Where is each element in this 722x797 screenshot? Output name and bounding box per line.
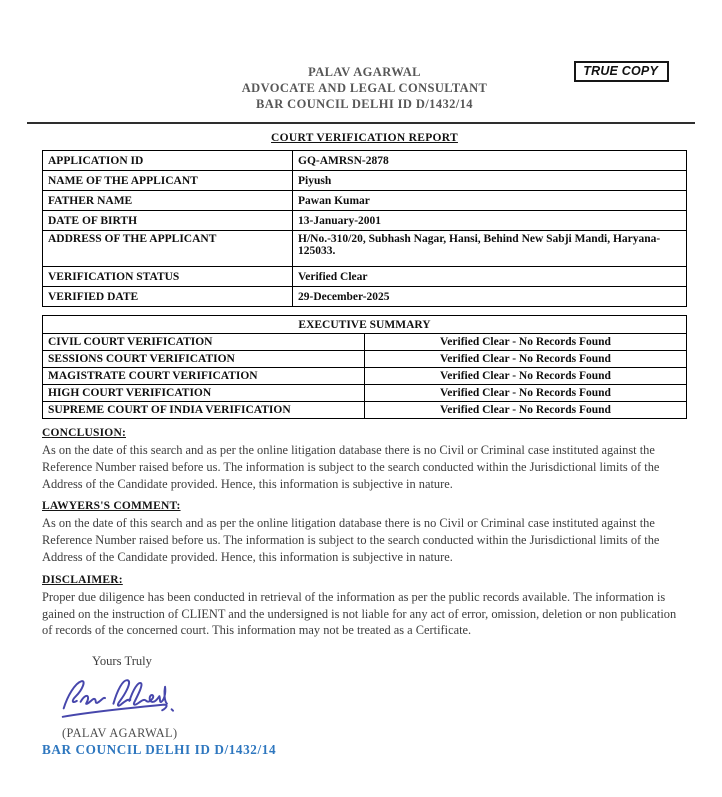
field-label: VERIFICATION STATUS [43, 267, 293, 287]
court-label: MAGISTRATE COURT VERIFICATION [43, 368, 365, 385]
lawyers-comment-heading: LAWYERS'S COMMENT: [42, 500, 181, 513]
lawyers-comment-body: As on the date of this search and as per the online litigation database there is no Civil or Criminal case instituted against the Reference Number raised before us. The information is subject to the search conducted within the Jurisdictional limits of the Address of the Candidate provided. Hence, this information is subjective in nature. [42, 516, 660, 564]
field-label: DATE OF BIRTH [43, 211, 293, 231]
table-row [43, 267, 687, 287]
court-result: Verified Clear - No Records Found [365, 334, 687, 351]
closing-salutation: Yours Truly [92, 654, 152, 669]
court-label: CIVIL COURT VERIFICATION [43, 334, 365, 351]
conclusion-heading: CONCLUSION: [42, 427, 126, 439]
header-divider [27, 122, 695, 124]
court-label: SUPREME COURT OF INDIA VERIFICATION [43, 402, 365, 419]
lawyers-comment-section [42, 500, 687, 565]
table-row [43, 334, 687, 351]
field-value: Verified Clear [293, 267, 687, 287]
table-row [43, 351, 687, 368]
table-row [43, 385, 687, 402]
signature-image [59, 674, 181, 724]
court-result: Verified Clear - No Records Found [365, 351, 687, 368]
table-row [43, 368, 687, 385]
court-result: Verified Clear - No Records Found [365, 385, 687, 402]
field-value: H/No.-310/20, Subhash Nagar, Hansi, Behind New Sabji Mandi, Haryana-125033. [293, 231, 687, 267]
disclaimer-heading: DISCLAIMER: [42, 573, 123, 586]
signatory-name: (PALAV AGARWAL) [62, 726, 178, 741]
field-value: Piyush [293, 171, 687, 191]
field-label: VERIFIED DATE [43, 287, 293, 307]
court-result: Verified Clear - No Records Found [365, 402, 687, 419]
field-label: NAME OF THE APPLICANT [43, 171, 293, 191]
court-result: Verified Clear - No Records Found [365, 368, 687, 385]
table-row [43, 151, 687, 171]
table-row [43, 402, 687, 419]
letterhead [42, 0, 687, 112]
table-row [43, 287, 687, 307]
table-row [43, 211, 687, 231]
disclaimer-body: Proper due diligence has been conducted in retrieval of the information as per the public records available. The information is gained on the instruction of CLIENT and the undersigned is not liable for any act of error, omission, deletion or non publication of records of the concerned court. This information may not be treated as a Certificate. [42, 589, 677, 638]
table-row [43, 231, 687, 267]
table-header-row [43, 316, 687, 334]
court-label: SESSIONS COURT VERIFICATION [43, 351, 365, 368]
table-row [43, 171, 687, 191]
field-value: GQ-AMRSN-2878 [293, 151, 687, 171]
advocate-title: ADVOCATE AND LEGAL CONSULTANT [241, 81, 488, 95]
conclusion-section [42, 427, 687, 492]
court-label: HIGH COURT VERIFICATION [43, 385, 365, 402]
field-label: FATHER NAME [43, 191, 293, 211]
applicant-details-table [42, 150, 687, 307]
table-row [43, 191, 687, 211]
advocate-bar-id: BAR COUNCIL DELHI ID D/1432/14 [256, 97, 473, 111]
signatory-bar-id: BAR COUNCIL DELHI ID D/1432/14 [42, 742, 277, 758]
true-copy-stamp: TRUE COPY [574, 61, 669, 82]
disclaimer-section [42, 574, 687, 639]
conclusion-body: As on the date of this search and as per the online litigation database there is no Civil or Criminal case instituted against the Reference Number raised before us. The information is subject to the search conducted within the Jurisdictional limits of the Address of the Candidate provided. Hence, this information is subjective in nature. [42, 443, 660, 491]
field-label: APPLICATION ID [43, 151, 293, 171]
field-value: 29-December-2025 [293, 287, 687, 307]
advocate-name: PALAV AGARWAL [308, 65, 421, 79]
executive-summary-table [42, 315, 687, 419]
field-value: Pawan Kumar [293, 191, 687, 211]
field-value: 13-January-2001 [293, 211, 687, 231]
field-label: ADDRESS OF THE APPLICANT [43, 231, 293, 267]
report-title: COURT VERIFICATION REPORT [271, 132, 458, 144]
summary-title: EXECUTIVE SUMMARY [43, 316, 687, 334]
